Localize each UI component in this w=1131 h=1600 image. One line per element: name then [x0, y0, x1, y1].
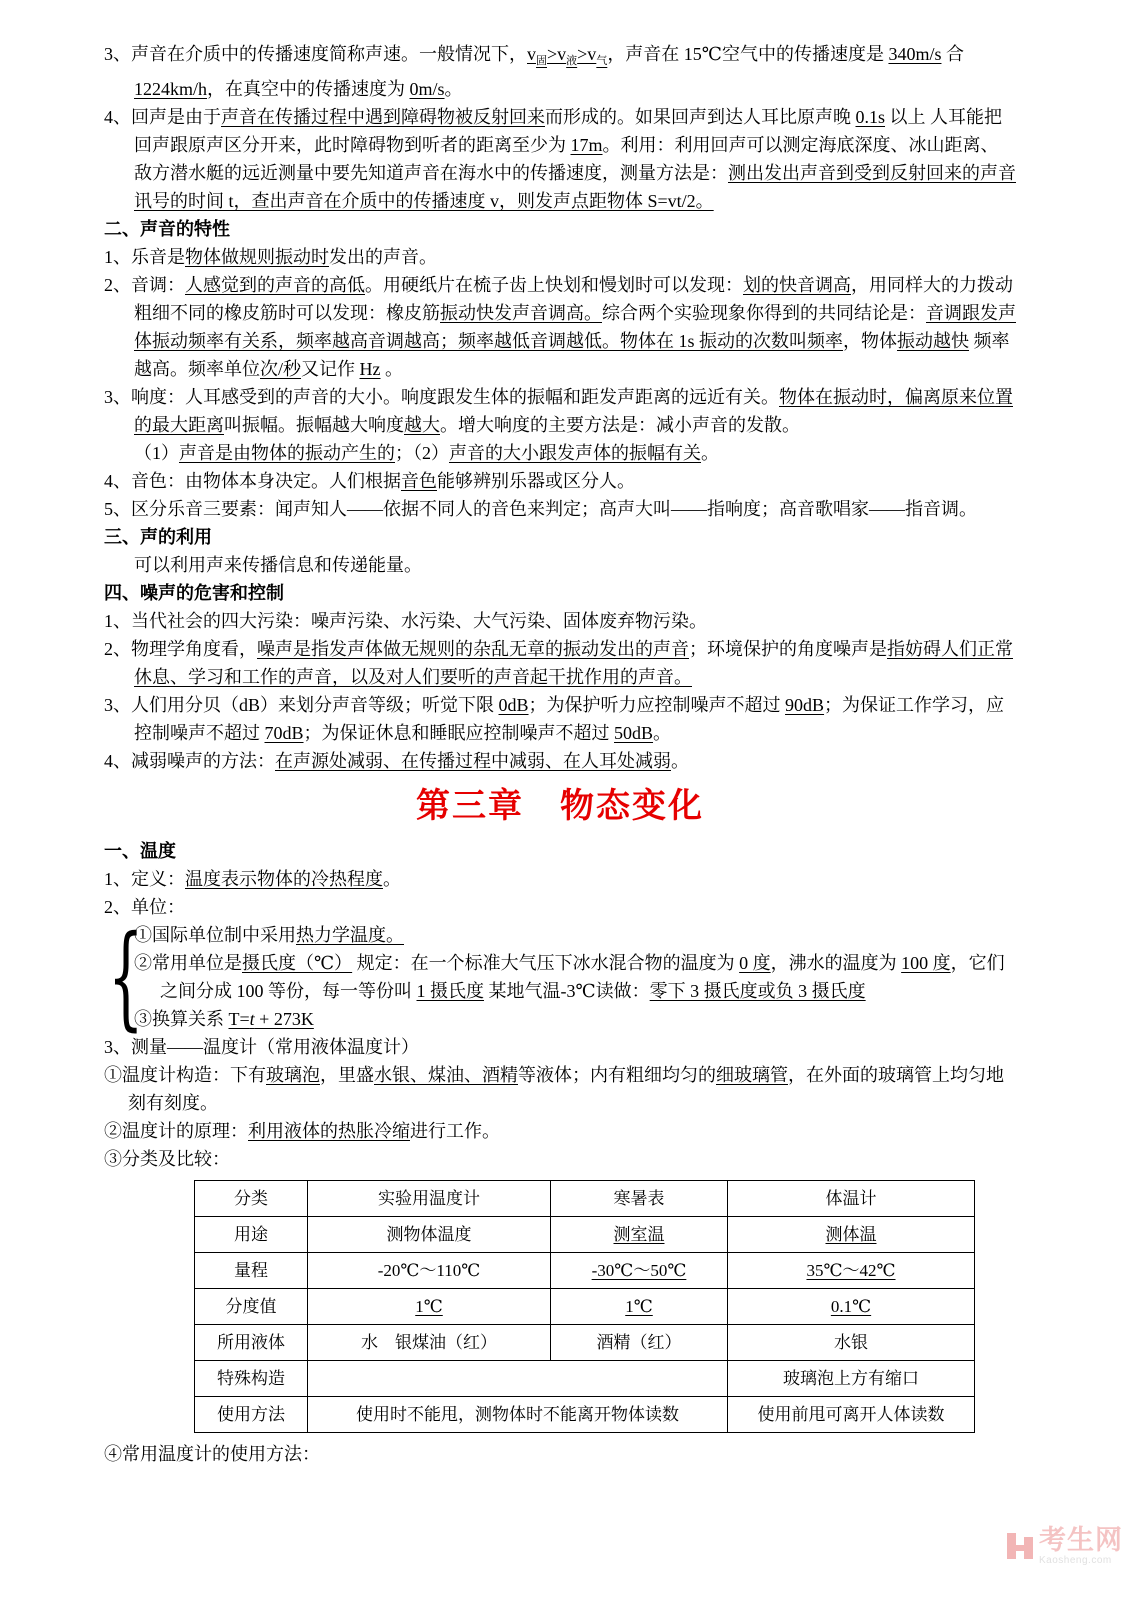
item-temp-definition — [104, 865, 1016, 893]
item-echo — [104, 103, 1016, 215]
table-cell — [728, 1217, 975, 1253]
item-usage — [104, 1440, 1016, 1468]
table-cell — [308, 1253, 551, 1289]
text-run: 0 度 — [739, 953, 771, 973]
table-row — [195, 1217, 975, 1253]
text-run: ①国际单位制中采用 — [134, 925, 296, 945]
text-run: 物体做规则振动时 — [185, 247, 329, 267]
item-pitch — [104, 271, 1016, 383]
text-run: t — [249, 1009, 255, 1029]
text-run: 某地气温-3℃读做： — [484, 981, 650, 1001]
text-run: 3、声音在介质中的传播速度简称声速。一般情况下， — [104, 44, 527, 64]
watermark-domain: Kaosheng.com — [1039, 1555, 1112, 1566]
text-run: ；环境保护的角度噪声是 — [689, 639, 887, 659]
table-cell — [728, 1181, 975, 1217]
text-run: ，用同样大的力拨动粗细不同的橡皮筋时可以发现：橡皮筋 — [134, 275, 1013, 323]
text-run: ，在外面的玻璃管上均匀地刻有刻度。 — [128, 1065, 1004, 1113]
text-run: 17m — [570, 135, 603, 155]
text-run: 细玻璃管 — [716, 1065, 788, 1085]
text-run: 。用硬纸片在梳子齿上快划和慢划时可以发现： — [365, 275, 743, 295]
text-run: 。 — [383, 869, 401, 889]
text-run: 在声源处减弱、在传播过程中减弱、在人耳处减弱 — [275, 751, 671, 771]
text-run: 量程 — [234, 1260, 268, 1280]
text-run: 以上 人耳能把回声跟原声区分开来，此时障碍物到听者的距离至少为 — [134, 107, 1003, 155]
table-cell — [195, 1397, 308, 1433]
text-run: ③分类及比较： — [104, 1149, 230, 1169]
text-run: 水银、煤油、酒精 — [374, 1065, 518, 1085]
text-run: 1、乐音是 — [104, 247, 185, 267]
table-cell — [551, 1325, 728, 1361]
section-heading-sound-use — [104, 523, 1016, 551]
text-run: 分度值 — [225, 1296, 277, 1316]
item-loudness — [104, 383, 1016, 439]
document-body — [104, 40, 1016, 1468]
text-run: 1℃ — [625, 1296, 653, 1316]
table-cell — [551, 1289, 728, 1325]
text-run: 50dB — [614, 723, 654, 743]
text-run: 3、人们用分贝（dB）来划分声音等级；听觉下限 — [104, 695, 499, 715]
text-run: 指妨碍人们正常休息、学习和工作的声音，以及对人们要听的声音起干扰作用的声音。 — [134, 639, 1013, 687]
unit-item-conversion — [134, 1005, 1016, 1033]
text-run: 寒暑表 — [613, 1188, 665, 1208]
table-cell — [195, 1361, 308, 1397]
text-run: 4、音色：由物体本身决定。人们根据 — [104, 471, 401, 491]
text-run: ，里盛 — [320, 1065, 374, 1085]
text-run: 声音在传播过程中遇到障碍物被反射回来 — [221, 107, 545, 127]
text-run: Hz — [359, 359, 381, 379]
text-run: 70dB — [264, 723, 304, 743]
table-cell — [308, 1289, 551, 1325]
text-run: 4、减弱噪声的方法： — [104, 751, 275, 771]
text-run: 实验用温度计 — [378, 1188, 480, 1208]
text-run: 水银 — [834, 1332, 868, 1352]
item-musical-tone — [104, 243, 1016, 271]
table-row — [195, 1397, 975, 1433]
text-run: 一、温度 — [104, 841, 176, 861]
watermark — [1006, 1526, 1123, 1566]
item-thermometer-principle — [104, 1117, 1016, 1145]
text-run: 35℃～42℃ — [806, 1260, 896, 1280]
text-run: 1224km/h — [134, 79, 208, 99]
text-run: 使用前甩可离开人体读数 — [757, 1404, 945, 1424]
text-run: 叫振幅。振幅越大响度 — [224, 415, 404, 435]
text-run: 次/秒 — [260, 359, 302, 379]
item-noise-definition — [104, 635, 1016, 691]
unit-item-thermodynamic — [134, 921, 1016, 949]
text-run: 三、声的利用 — [104, 527, 212, 547]
text-run: 越大 — [404, 415, 440, 435]
text-run: -20℃～110℃ — [377, 1260, 481, 1280]
text-run: 所用液体 — [217, 1332, 285, 1352]
watermark-text-group — [1039, 1526, 1123, 1566]
text-run: ，声音在 15℃空气中的传播速度是 — [607, 44, 889, 64]
section-heading-sound-characteristics — [104, 215, 1016, 243]
table-cell — [308, 1181, 551, 1217]
table-cell — [195, 1253, 308, 1289]
table-row — [195, 1253, 975, 1289]
text-run: ，在真空中的传播速度为 — [207, 79, 410, 99]
text-run: 划的快音调高 — [743, 275, 851, 295]
text-run: 0.1s — [855, 107, 886, 127]
text-run: ；为保证休息和睡眠应控制噪声不超过 — [303, 723, 615, 743]
text-run: 1、定义： — [104, 869, 185, 889]
table-cell — [308, 1361, 728, 1397]
watermark-title: 考生网 — [1039, 1524, 1123, 1555]
text-run: 能够辨别乐器或区分人。 — [437, 471, 635, 491]
text-run: 人感觉到的声音的高低 — [185, 275, 365, 295]
text-run: 。 — [671, 751, 689, 771]
text-run: ②常用单位是 — [134, 953, 242, 973]
text-run: 等液体；内有粗细均匀的 — [518, 1065, 716, 1085]
item-decibel — [104, 691, 1016, 747]
text-run: 1 摄氏度 — [416, 981, 484, 1001]
text-run: 噪声是指发声体做无规则的杂乱无章的振动发出的声音 — [257, 639, 689, 659]
text-run: 利用液体的热胀冷缩 — [248, 1121, 410, 1141]
text-run: 摄氏度（℃） — [242, 953, 353, 973]
text-run: 规定：在一个标准大气压下冰水混合物的温度为 — [352, 953, 740, 973]
text-run: 玻璃泡上方有缩口 — [783, 1368, 919, 1388]
table-cell — [728, 1253, 975, 1289]
left-brace: { — [108, 912, 144, 1042]
text-run: 2、音调： — [104, 275, 185, 295]
item-timbre — [104, 467, 1016, 495]
section-heading-temperature — [104, 837, 1016, 865]
text-run: 玻璃泡 — [266, 1065, 320, 1085]
table-row — [195, 1181, 975, 1217]
text-run: T= — [228, 1009, 250, 1029]
text-run: 1℃ — [415, 1296, 443, 1316]
text-run: + 273K — [254, 1009, 314, 1029]
item-sound-use — [134, 551, 1016, 579]
text-run: 音色 — [401, 471, 437, 491]
text-run: 。利用：利用回声可以测定海底深度、冰山距离、敌方潜水艇的远近测量中要先知道声音在海水中的传播速度，测量方法是： — [134, 135, 999, 183]
item-loudness-notes — [134, 439, 1016, 467]
text-run: ；为保证工作学习，应控制噪声不超过 — [134, 695, 1005, 743]
table-cell — [728, 1289, 975, 1325]
text-run: ④常用温度计的使用方法： — [104, 1444, 320, 1464]
text-run: 测体温 — [825, 1224, 877, 1244]
text-run: 。 — [653, 723, 672, 743]
item-thermometer-structure — [104, 1061, 1016, 1117]
item-sound-speed — [104, 40, 1016, 103]
text-run: 100 度 — [901, 953, 951, 973]
thermometer-comparison-table — [194, 1180, 975, 1433]
text-run: 使用方法 — [217, 1404, 285, 1424]
text-run: 振动越快 — [897, 331, 970, 351]
text-run: （1） — [134, 443, 179, 463]
text-run: 零下 3 摄氏度或负 3 摄氏度 — [649, 981, 866, 1001]
table-row — [195, 1325, 975, 1361]
text-run: 四、噪声的危害和控制 — [104, 583, 284, 603]
text-run: 合 — [941, 44, 964, 64]
text-run: 声音的大小跟发声体的振幅有关 — [449, 443, 701, 463]
text-run: 0dB — [498, 695, 529, 715]
text-run: 。增大响度的主要方法是：减小声音的发散。 — [440, 415, 800, 435]
table-cell — [728, 1325, 975, 1361]
text-run: 温度表示物体的冷热程度 — [185, 869, 383, 889]
text-run: ；（2） — [395, 443, 449, 463]
text-run: -30℃～50℃ — [591, 1260, 687, 1280]
text-run: ，它们之间分成 100 等份，每一等份叫 — [160, 953, 1005, 1001]
text-run: 分类 — [234, 1188, 268, 1208]
text-run: 声音是由物体的振动产生的 — [179, 443, 395, 463]
text-run: 用途 — [234, 1224, 268, 1244]
item-three-elements — [104, 495, 1016, 523]
item-classification — [104, 1145, 1016, 1173]
text-run: 热力学温度。 — [296, 925, 404, 945]
text-run: 综合两个实验现象你得到的共同结论是： — [602, 303, 926, 323]
text-run: 3、响度：人耳感受到的声音的大小。响度跟发生体的振幅和距发声距离的远近有关。 — [104, 387, 779, 407]
text-run: 90dB — [785, 695, 825, 715]
text-run: 气 — [596, 55, 608, 67]
text-run: 发出的声音。 — [329, 247, 437, 267]
text-run: 0m/s — [409, 79, 445, 99]
item-temp-unit — [104, 893, 1016, 921]
section-heading-noise — [104, 579, 1016, 607]
text-run: 物体在振动时，偏离原来位置的最大距离 — [134, 387, 1013, 435]
text-run: 物体在 1s 振动的次数叫频率 — [620, 331, 844, 351]
item-four-pollutions — [104, 607, 1016, 635]
kaosheng-logo-icon — [1006, 1531, 1034, 1561]
text-run: 特殊构造 — [217, 1368, 285, 1388]
text-run: 2、单位： — [104, 897, 185, 917]
text-run: 频率越高。频率单位 — [134, 331, 1010, 379]
text-run: 而形成的。如果回声到达人耳比原声晚 — [545, 107, 856, 127]
text-run: >v — [547, 44, 567, 64]
table-cell — [308, 1397, 728, 1433]
table-row — [195, 1361, 975, 1397]
text-run: 。 — [701, 443, 719, 463]
table-cell — [551, 1217, 728, 1253]
text-run: ③换算关系 — [134, 1009, 229, 1029]
item-noise-reduction — [104, 747, 1016, 775]
brace-items — [134, 921, 1016, 1033]
table-cell — [551, 1253, 728, 1289]
text-run: ，物体 — [843, 331, 898, 351]
units-brace-group — [108, 912, 1016, 1042]
text-run: ；为保护听力应控制噪声不超过 — [528, 695, 786, 715]
text-run: 。 — [444, 79, 463, 99]
text-run: 3、测量——温度计（常用液体温度计） — [104, 1037, 419, 1057]
text-run: ，沸水的温度为 — [770, 953, 902, 973]
text-run: 振动快发声音调高。 — [440, 303, 602, 323]
unit-item-celsius — [134, 949, 1016, 1005]
table-cell — [195, 1289, 308, 1325]
text-run: 音调跟发声体振动频率有关系，频率越高音调越高；频率越低音调越低。 — [134, 303, 1016, 351]
text-run: ①温度计构造：下有 — [104, 1065, 266, 1085]
text-run: 1、当代社会的四大污染：噪声污染、水污染、大气污染、固体废弃物污染。 — [104, 611, 707, 631]
table-cell — [551, 1181, 728, 1217]
table-cell — [308, 1217, 551, 1253]
text-run: 体温计 — [825, 1188, 877, 1208]
chapter-title: 第三章 物态变化 — [416, 788, 704, 825]
item-measurement — [104, 1033, 1016, 1061]
text-run: 水 银煤油（红） — [361, 1332, 497, 1352]
text-run: 5、区分乐音三要素：闻声知人——依据不同人的音色来判定；高声大叫——指响度；高音歌唱家——指音调。 — [104, 499, 977, 519]
text-run: v — [527, 44, 536, 64]
text-run: 可以利用声来传播信息和传递能量。 — [134, 555, 422, 575]
table-cell — [195, 1217, 308, 1253]
table-cell — [195, 1181, 308, 1217]
text-run: 测出发出声音到受到反射回来的声音讯号的时间 t，查出声音在介质中的传播速度 v，则发声点距物体 S=vt/2。 — [134, 163, 1016, 211]
table-row — [195, 1289, 975, 1325]
text-run: 。 — [380, 359, 404, 379]
text-run: >v — [577, 44, 597, 64]
text-run: 进行工作。 — [410, 1121, 500, 1141]
text-run: ②温度计的原理： — [104, 1121, 248, 1141]
text-run: 酒精（红） — [596, 1332, 682, 1352]
text-run: 0.1℃ — [830, 1296, 872, 1316]
text-run: 液 — [566, 55, 578, 67]
table-cell — [728, 1397, 975, 1433]
text-run: 又记作 — [301, 359, 360, 379]
table-cell — [195, 1325, 308, 1361]
text-run: 4、回声是由于 — [104, 107, 221, 127]
table-cell — [308, 1325, 551, 1361]
text-run: 使用时不能甩，测物体时不能离开物体读数 — [356, 1404, 679, 1424]
text-run: 测物体温度 — [386, 1224, 472, 1244]
text-run: 二、声音的特性 — [104, 219, 230, 239]
text-run: 340m/s — [888, 44, 942, 64]
text-run: 测室温 — [613, 1224, 665, 1244]
table-cell — [728, 1361, 975, 1397]
text-run: 固 — [536, 55, 547, 67]
text-run: 2、物理学角度看， — [104, 639, 257, 659]
